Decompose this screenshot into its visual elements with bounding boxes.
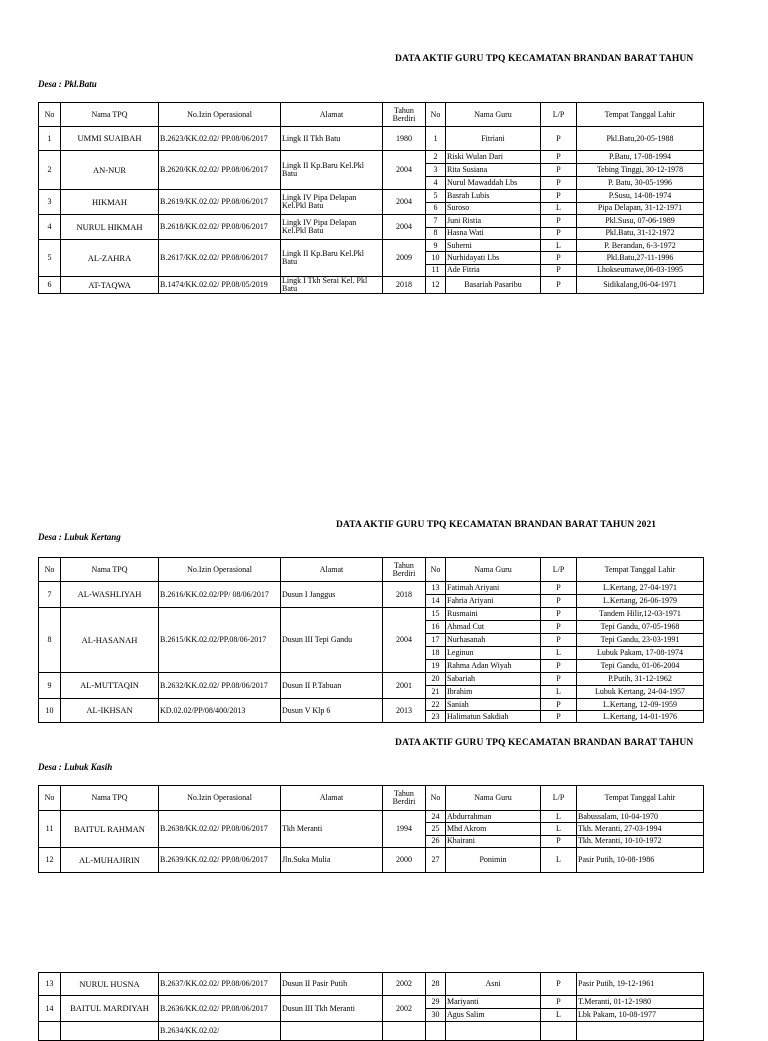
gender: P xyxy=(541,996,577,1009)
teacher-name: Mariyanti xyxy=(446,996,541,1009)
tpq-number: 7 xyxy=(39,582,61,608)
teacher-number xyxy=(426,1022,446,1041)
teacher-name: Ibrahim xyxy=(446,686,541,699)
birth-place-date: Lubuk Pakam, 17-08-1974 xyxy=(577,647,704,660)
address: Lingk II Kp.Baru Kel.Pkl Batu xyxy=(281,151,383,190)
column-header: Nama Guru xyxy=(446,558,541,582)
tpq-name: AL-MUTTAQIN xyxy=(61,673,159,699)
village-label: Desa : Pkl.Batu xyxy=(38,79,97,89)
teacher-number: 13 xyxy=(426,582,446,595)
teacher-number: 8 xyxy=(426,227,446,240)
birth-place-date: Tkh. Meranti, 27-03-1994 xyxy=(577,823,704,835)
gender xyxy=(541,1022,577,1041)
teacher-number: 19 xyxy=(426,660,446,673)
column-header: Nama TPQ xyxy=(61,558,159,582)
teacher-name: Juni Ristia xyxy=(446,215,541,228)
birth-place-date: Pkl.Batu,20-05-1988 xyxy=(577,127,704,151)
teacher-number: 15 xyxy=(426,608,446,621)
teacher-name: Saniah xyxy=(446,699,541,711)
teacher-number: 16 xyxy=(426,621,446,634)
teacher-name: Sabariah xyxy=(446,673,541,686)
teacher-name: Nurhidayati Lbs xyxy=(446,252,541,264)
birth-place-date: Lhokseumawe,06-03-1995 xyxy=(577,264,704,276)
gender: P xyxy=(541,127,577,151)
permit-number: B.2636/KK.02.02/ PP.08/06/2017 xyxy=(159,996,281,1022)
table-row xyxy=(39,151,704,164)
year-established: 2000 xyxy=(383,847,426,872)
teacher-name: Ponimin xyxy=(446,847,541,872)
gender: L xyxy=(541,847,577,872)
column-header: No.Izin Operasional xyxy=(159,786,281,811)
tpq-number: 10 xyxy=(39,699,61,723)
birth-place-date: Tebing Tinggi, 30-12-1978 xyxy=(577,164,704,177)
birth-place-date: L.Kertang, 26-06-1979 xyxy=(577,595,704,608)
permit-number: B.2616/KK.02.02/PP/ 08/06/2017 xyxy=(159,582,281,608)
permit-number: B.2618/KK.02.02/ PP.08/06/2017 xyxy=(159,215,281,240)
teacher-number: 29 xyxy=(426,996,446,1009)
table-row xyxy=(39,847,704,872)
gender: L xyxy=(541,1009,577,1022)
tpq-name: AL-WASHLIYAH xyxy=(61,582,159,608)
gender: L xyxy=(541,686,577,699)
teacher-name: Riski Wulan Dari xyxy=(446,151,541,164)
column-header: L/P xyxy=(541,103,577,127)
tpq-number: 1 xyxy=(39,127,61,151)
column-header: L/P xyxy=(541,786,577,811)
village-label: Desa : Lubuk Kertang xyxy=(38,532,121,542)
column-header: Tahun Berdiri xyxy=(383,558,426,582)
address: Tkh Meranti xyxy=(281,811,383,848)
year-established: 2001 xyxy=(383,673,426,699)
tpq-number: 11 xyxy=(39,811,61,848)
column-header: Alamat xyxy=(281,786,383,811)
tpq-name: AL-HASANAH xyxy=(61,608,159,673)
tpq-number: 12 xyxy=(39,847,61,872)
gender: P xyxy=(541,673,577,686)
gender: P xyxy=(541,660,577,673)
column-header: Nama Guru xyxy=(446,786,541,811)
column-header: Tempat Tanggal Lahir xyxy=(577,558,704,582)
permit-number: B.1474/KK.02.02/ PP.08/05/2019 xyxy=(159,276,281,293)
gender: P xyxy=(541,177,577,190)
teacher-number: 26 xyxy=(426,835,446,847)
teacher-name: Halimatun Sakdiah xyxy=(446,711,541,723)
address: Lingk IV Pipa Delapan Kel.Pkl Batu xyxy=(281,215,383,240)
table-row xyxy=(39,1022,704,1041)
column-header: No xyxy=(426,558,446,582)
birth-place-date: Pipa Delapan, 31-12-1971 xyxy=(577,202,704,215)
birth-place-date: L.Kertang, 14-01-1976 xyxy=(577,711,704,723)
permit-number: B.2623/KK.02.02/ PP.08/06/2017 xyxy=(159,127,281,151)
year-established: 2018 xyxy=(383,582,426,608)
tpq-name: BAITUL MARDIYAH xyxy=(61,996,159,1022)
teacher-name: Mhd Akrom xyxy=(446,823,541,835)
tpq-name: AL-MUHAJIRIN xyxy=(61,847,159,872)
address: Lingk IV Pipa Delapan Kel.Pkl Batu xyxy=(281,190,383,215)
teacher-table xyxy=(38,785,704,873)
table-row xyxy=(39,127,704,151)
teacher-number: 22 xyxy=(426,699,446,711)
year-established: 1994 xyxy=(383,811,426,848)
address: Dusun V Klp 6 xyxy=(281,699,383,723)
birth-place-date: Tepi Gandu, 01-06-2004 xyxy=(577,660,704,673)
teacher-name: Leginun xyxy=(446,647,541,660)
tpq-number: 8 xyxy=(39,608,61,673)
year-established: 2004 xyxy=(383,190,426,215)
address: Dusun III Tkh Meranti xyxy=(281,996,383,1022)
teacher-number: 30 xyxy=(426,1009,446,1022)
table-header-row xyxy=(39,786,704,811)
teacher-table xyxy=(38,972,704,1041)
birth-place-date: Tandem Hilir,12-03-1971 xyxy=(577,608,704,621)
tpq-number xyxy=(39,1022,61,1041)
teacher-name: Suroso xyxy=(446,202,541,215)
table-row xyxy=(39,973,704,996)
birth-place-date: P.Susu, 14-08-1974 xyxy=(577,190,704,203)
teacher-number: 21 xyxy=(426,686,446,699)
teacher-name: Basrah Lubis xyxy=(446,190,541,203)
address: Lingk II Kp.Baru Kel.Pkl Batu xyxy=(281,240,383,277)
gender: P xyxy=(541,276,577,293)
teacher-name: Hasna Wati xyxy=(446,227,541,240)
tpq-name: HIKMAH xyxy=(61,190,159,215)
tpq-number: 6 xyxy=(39,276,61,293)
teacher-number: 11 xyxy=(426,264,446,276)
permit-number: KD.02.02/PP/08/400/2013 xyxy=(159,699,281,723)
birth-place-date: Lubuk Kertang, 24-04-1957 xyxy=(577,686,704,699)
teacher-number: 18 xyxy=(426,647,446,660)
address: Dusun II Pasir Putih xyxy=(281,973,383,996)
birth-place-date: P. Batu, 30-05-1996 xyxy=(577,177,704,190)
year-established: 1980 xyxy=(383,127,426,151)
teacher-name: Basariah Pasaribu xyxy=(446,276,541,293)
table-row xyxy=(39,673,704,686)
teacher-name: Ade Fitria xyxy=(446,264,541,276)
gender: L xyxy=(541,202,577,215)
column-header: No xyxy=(426,786,446,811)
teacher-number: 2 xyxy=(426,151,446,164)
column-header: No.Izin Operasional xyxy=(159,103,281,127)
teacher-name xyxy=(446,1022,541,1041)
tpq-number: 14 xyxy=(39,996,61,1022)
gender: L xyxy=(541,823,577,835)
column-header: No xyxy=(426,103,446,127)
table-row xyxy=(39,608,704,621)
tpq-name xyxy=(61,1022,159,1041)
permit-number: B.2617/KK.02.02/ PP.08/06/2017 xyxy=(159,240,281,277)
birth-place-date: Pkl.Susu, 07-06-1989 xyxy=(577,215,704,228)
birth-place-date: Tkh. Meranti, 10-10-1972 xyxy=(577,835,704,847)
year-established: 2002 xyxy=(383,996,426,1022)
tpq-name: NURUL HUSNA xyxy=(61,973,159,996)
column-header: Tempat Tanggal Lahir xyxy=(577,786,704,811)
birth-place-date: Pasir Putih, 10-08-1986 xyxy=(577,847,704,872)
teacher-number: 27 xyxy=(426,847,446,872)
table-row xyxy=(39,811,704,823)
teacher-name: Rita Susiana xyxy=(446,164,541,177)
gender: P xyxy=(541,582,577,595)
permit-number: B.2620/KK.02.02/ PP.08/06/2017 xyxy=(159,151,281,190)
teacher-name: Fitriani xyxy=(446,127,541,151)
tpq-number: 9 xyxy=(39,673,61,699)
table-header-row xyxy=(39,103,704,127)
tpq-name: AL-IKHSAN xyxy=(61,699,159,723)
column-header: L/P xyxy=(541,558,577,582)
column-header: No xyxy=(39,103,61,127)
address: Lingk II Tkh Batu xyxy=(281,127,383,151)
permit-number: B.2638/KK.02.02/ PP.08/06/2017 xyxy=(159,811,281,848)
gender: P xyxy=(541,151,577,164)
table-header-row xyxy=(39,558,704,582)
gender: P xyxy=(541,190,577,203)
teacher-name: Agus Salim xyxy=(446,1009,541,1022)
birth-place-date: Pasir Putih, 19-12-1961 xyxy=(577,973,704,996)
year-established: 2009 xyxy=(383,240,426,277)
table-row xyxy=(39,699,704,711)
column-header: Tahun Berdiri xyxy=(383,786,426,811)
birth-place-date: T.Meranti, 01-12-1980 xyxy=(577,996,704,1009)
teacher-table xyxy=(38,102,704,294)
column-header: Tempat Tanggal Lahir xyxy=(577,103,704,127)
teacher-number: 7 xyxy=(426,215,446,228)
birth-place-date: L.Kertang, 12-09-1959 xyxy=(577,699,704,711)
birth-place-date: P.Putih, 31-12-1962 xyxy=(577,673,704,686)
birth-place-date: Lbk Pakam, 10-08-1977 xyxy=(577,1009,704,1022)
year-established: 2004 xyxy=(383,608,426,673)
birth-place-date: Sidikalang,06-04-1971 xyxy=(577,276,704,293)
gender: P xyxy=(541,608,577,621)
teacher-name: Suherni xyxy=(446,240,541,252)
gender: P xyxy=(541,711,577,723)
gender: L xyxy=(541,647,577,660)
birth-place-date: P. Berandan, 6-3-1972 xyxy=(577,240,704,252)
address: Dusun III Tepi Gandu xyxy=(281,608,383,673)
gender: L xyxy=(541,811,577,823)
column-header: Nama TPQ xyxy=(61,103,159,127)
teacher-number: 1 xyxy=(426,127,446,151)
permit-number: B.2637/KK.02.02/ PP.08/06/2017 xyxy=(159,973,281,996)
column-header: Nama Guru xyxy=(446,103,541,127)
address: Dusun II P.Tabuan xyxy=(281,673,383,699)
permit-number: B.2634/KK.02.02/ xyxy=(159,1022,281,1041)
address: Dusun I Janggus xyxy=(281,582,383,608)
teacher-number: 17 xyxy=(426,634,446,647)
tpq-name: AT-TAQWA xyxy=(61,276,159,293)
permit-number: B.2639/KK.02.02/ PP.08/06/2017 xyxy=(159,847,281,872)
column-header: Alamat xyxy=(281,558,383,582)
section-title: DATA AKTIF GURU TPQ KECAMATAN BRANDAN BARAT TAHUN xyxy=(395,54,694,64)
village-label: Desa : Lubuk Kasih xyxy=(38,762,113,772)
gender: P xyxy=(541,621,577,634)
column-header: No xyxy=(39,786,61,811)
teacher-name: Fatimah Ariyani xyxy=(446,582,541,595)
teacher-name: Asni xyxy=(446,973,541,996)
teacher-number: 25 xyxy=(426,823,446,835)
year-established: 2002 xyxy=(383,973,426,996)
year-established: 2004 xyxy=(383,215,426,240)
teacher-number: 5 xyxy=(426,190,446,203)
teacher-name: Nurhasanah xyxy=(446,634,541,647)
tpq-name: NURUL HIKMAH xyxy=(61,215,159,240)
teacher-number: 14 xyxy=(426,595,446,608)
tpq-name: AL-ZAHRA xyxy=(61,240,159,277)
gender: P xyxy=(541,264,577,276)
teacher-name: Khairani xyxy=(446,835,541,847)
gender: P xyxy=(541,215,577,228)
table-row xyxy=(39,582,704,595)
section-title: DATA AKTIF GURU TPQ KECAMATAN BRANDAN BARAT TAHUN xyxy=(395,738,694,748)
address xyxy=(281,1022,383,1041)
table-row xyxy=(39,996,704,1009)
birth-place-date: L.Kertang, 27-04-1971 xyxy=(577,582,704,595)
teacher-name: Ahmad Cut xyxy=(446,621,541,634)
birth-place-date: P.Batu, 17-08-1994 xyxy=(577,151,704,164)
gender: L xyxy=(541,240,577,252)
year-established: 2018 xyxy=(383,276,426,293)
permit-number: B.2615/KK.02.02/PP.08/06-2017 xyxy=(159,608,281,673)
column-header: Nama TPQ xyxy=(61,786,159,811)
teacher-name: Abdurrahman xyxy=(446,811,541,823)
teacher-number: 23 xyxy=(426,711,446,723)
column-header: Alamat xyxy=(281,103,383,127)
year-established: 2004 xyxy=(383,151,426,190)
teacher-name: Fahria Ariyani xyxy=(446,595,541,608)
teacher-name: Nurul Mawaddah Lbs xyxy=(446,177,541,190)
teacher-number: 3 xyxy=(426,164,446,177)
permit-number: B.2632/KK.02.02/ PP.08/06/2017 xyxy=(159,673,281,699)
tpq-number: 5 xyxy=(39,240,61,277)
gender: P xyxy=(541,595,577,608)
teacher-number: 4 xyxy=(426,177,446,190)
birth-place-date: Babussalam, 10-04-1970 xyxy=(577,811,704,823)
birth-place-date: Pkl.Batu, 31-12-1972 xyxy=(577,227,704,240)
tpq-number: 2 xyxy=(39,151,61,190)
teacher-number: 9 xyxy=(426,240,446,252)
permit-number: B.2619/KK.02.02/ PP.08/06/2017 xyxy=(159,190,281,215)
column-header: Tahun Berdiri xyxy=(383,103,426,127)
gender: P xyxy=(541,164,577,177)
birth-place-date: Tepi Gandu, 07-05-1968 xyxy=(577,621,704,634)
tpq-number: 3 xyxy=(39,190,61,215)
year-established: 2013 xyxy=(383,699,426,723)
gender: P xyxy=(541,699,577,711)
gender: P xyxy=(541,634,577,647)
column-header: No xyxy=(39,558,61,582)
gender: P xyxy=(541,252,577,264)
table-row xyxy=(39,190,704,203)
birth-place-date: Pkl.Batu,27-11-1996 xyxy=(577,252,704,264)
teacher-number: 28 xyxy=(426,973,446,996)
section-title: DATA AKTIF GURU TPQ KECAMATAN BRANDAN BARAT TAHUN 2021 xyxy=(336,520,657,530)
teacher-name: Rusmaini xyxy=(446,608,541,621)
tpq-name: BAITUL RAHMAN xyxy=(61,811,159,848)
teacher-number: 10 xyxy=(426,252,446,264)
address: Lingk I Tkh Serai Kel. Pkl Batu xyxy=(281,276,383,293)
teacher-number: 20 xyxy=(426,673,446,686)
tpq-number: 13 xyxy=(39,973,61,996)
tpq-number: 4 xyxy=(39,215,61,240)
teacher-number: 12 xyxy=(426,276,446,293)
birth-place-date xyxy=(577,1022,704,1041)
teacher-number: 6 xyxy=(426,202,446,215)
year-established xyxy=(383,1022,426,1041)
teacher-name: Rahma Adan Wiyah xyxy=(446,660,541,673)
teacher-number: 24 xyxy=(426,811,446,823)
address: Jln.Suka Mulia xyxy=(281,847,383,872)
table-row xyxy=(39,276,704,293)
teacher-table xyxy=(38,557,704,723)
tpq-name: UMMI SUAIBAH xyxy=(61,127,159,151)
column-header: No.Izin Operasional xyxy=(159,558,281,582)
birth-place-date: Tepi Gandu, 23-03-1991 xyxy=(577,634,704,647)
gender: P xyxy=(541,973,577,996)
gender: P xyxy=(541,227,577,240)
table-row xyxy=(39,240,704,252)
tpq-name: AN-NUR xyxy=(61,151,159,190)
table-row xyxy=(39,215,704,228)
gender: P xyxy=(541,835,577,847)
